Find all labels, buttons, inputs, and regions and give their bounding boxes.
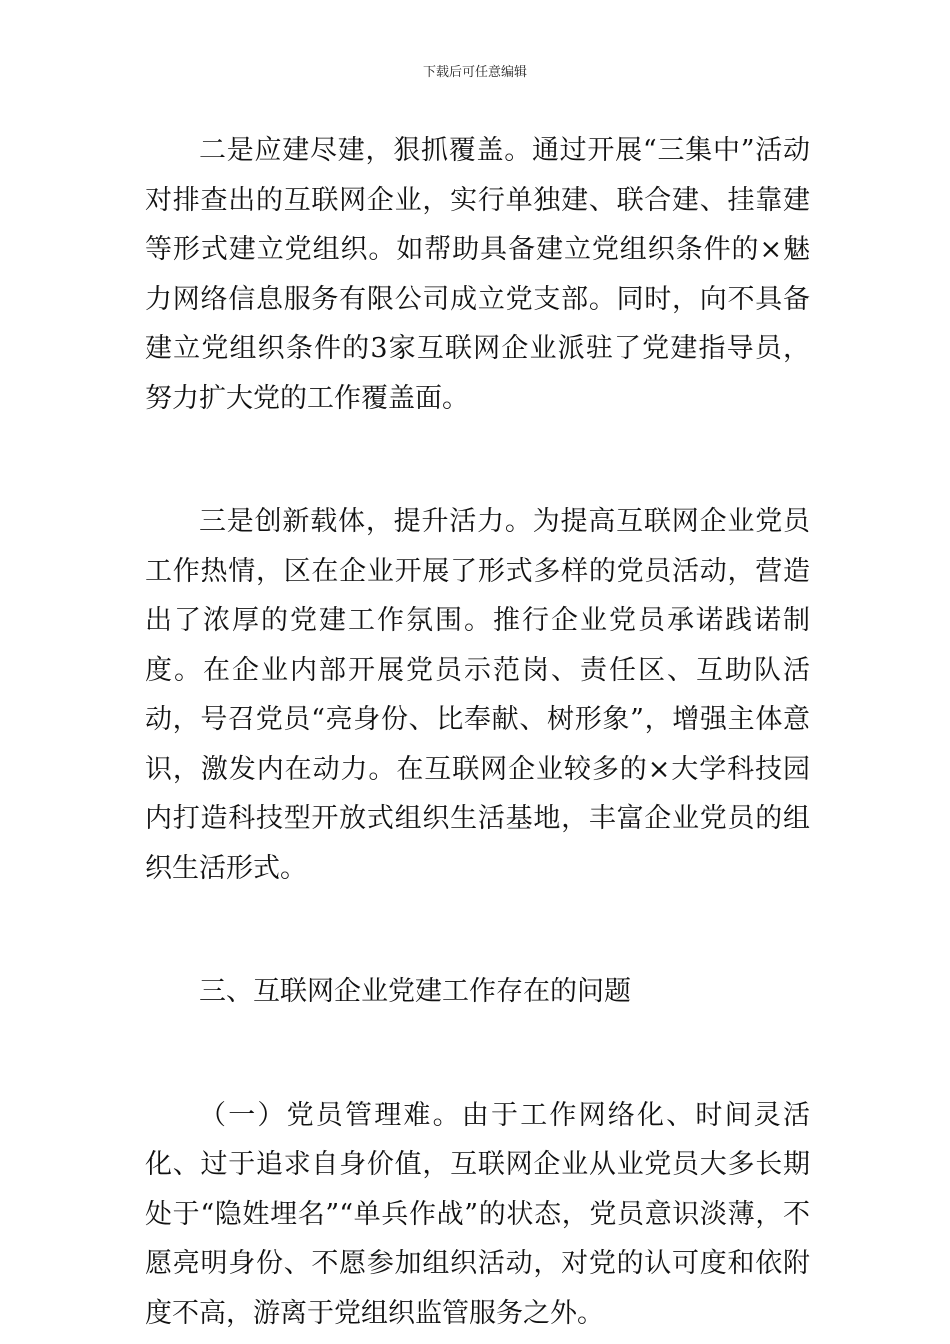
document-body — [145, 126, 810, 1338]
paragraph-coverage: 二是应建尽建，狠抓覆盖。通过开展“三集中”活动对排查出的互联网企业，实行单独建、联合建、挂靠建等形式建立党组织。如帮助具备建立党组织条件的×魅力网络信息服务有限公司成立党支部。同时，向不具备建立党组织条件的3家互联网企业派驻了党建指导员，努力扩大党的工作覆盖面。 — [145, 135, 810, 414]
paragraph-problem-1: （一）党员管理难。由于工作网络化、时间灵活化、过于追求自身价值，互联网企业从业党员大多长期处于“隐姓埋名”“单兵作战”的状态，党员意识淡薄，不愿亮明身份、不愿参加组织活动，对党的认可度和依附度不高，游离于党组织监管服务之外。 — [145, 1099, 810, 1329]
section-heading: 三、互联网企业党建工作存在的问题 — [199, 976, 631, 1007]
page-header: 下载后可任意编辑 — [422, 65, 527, 80]
paragraph-innovation: 三是创新载体，提升活力。为提高互联网企业党员工作热情，区在企业开展了形式多样的党员活动，营造出了浓厚的党建工作氛围。推行企业党员承诺践诺制度。在企业内部开展党员示范岗、责任区、互助队活动，号召党员“亮身份、比奉献、树形象”，增强主体意识，激发内在动力。在互联网企业较多的×大学科技园内打造科技型开放式组织生活基地，丰富企业党员的组织生活形式。 — [145, 506, 810, 884]
